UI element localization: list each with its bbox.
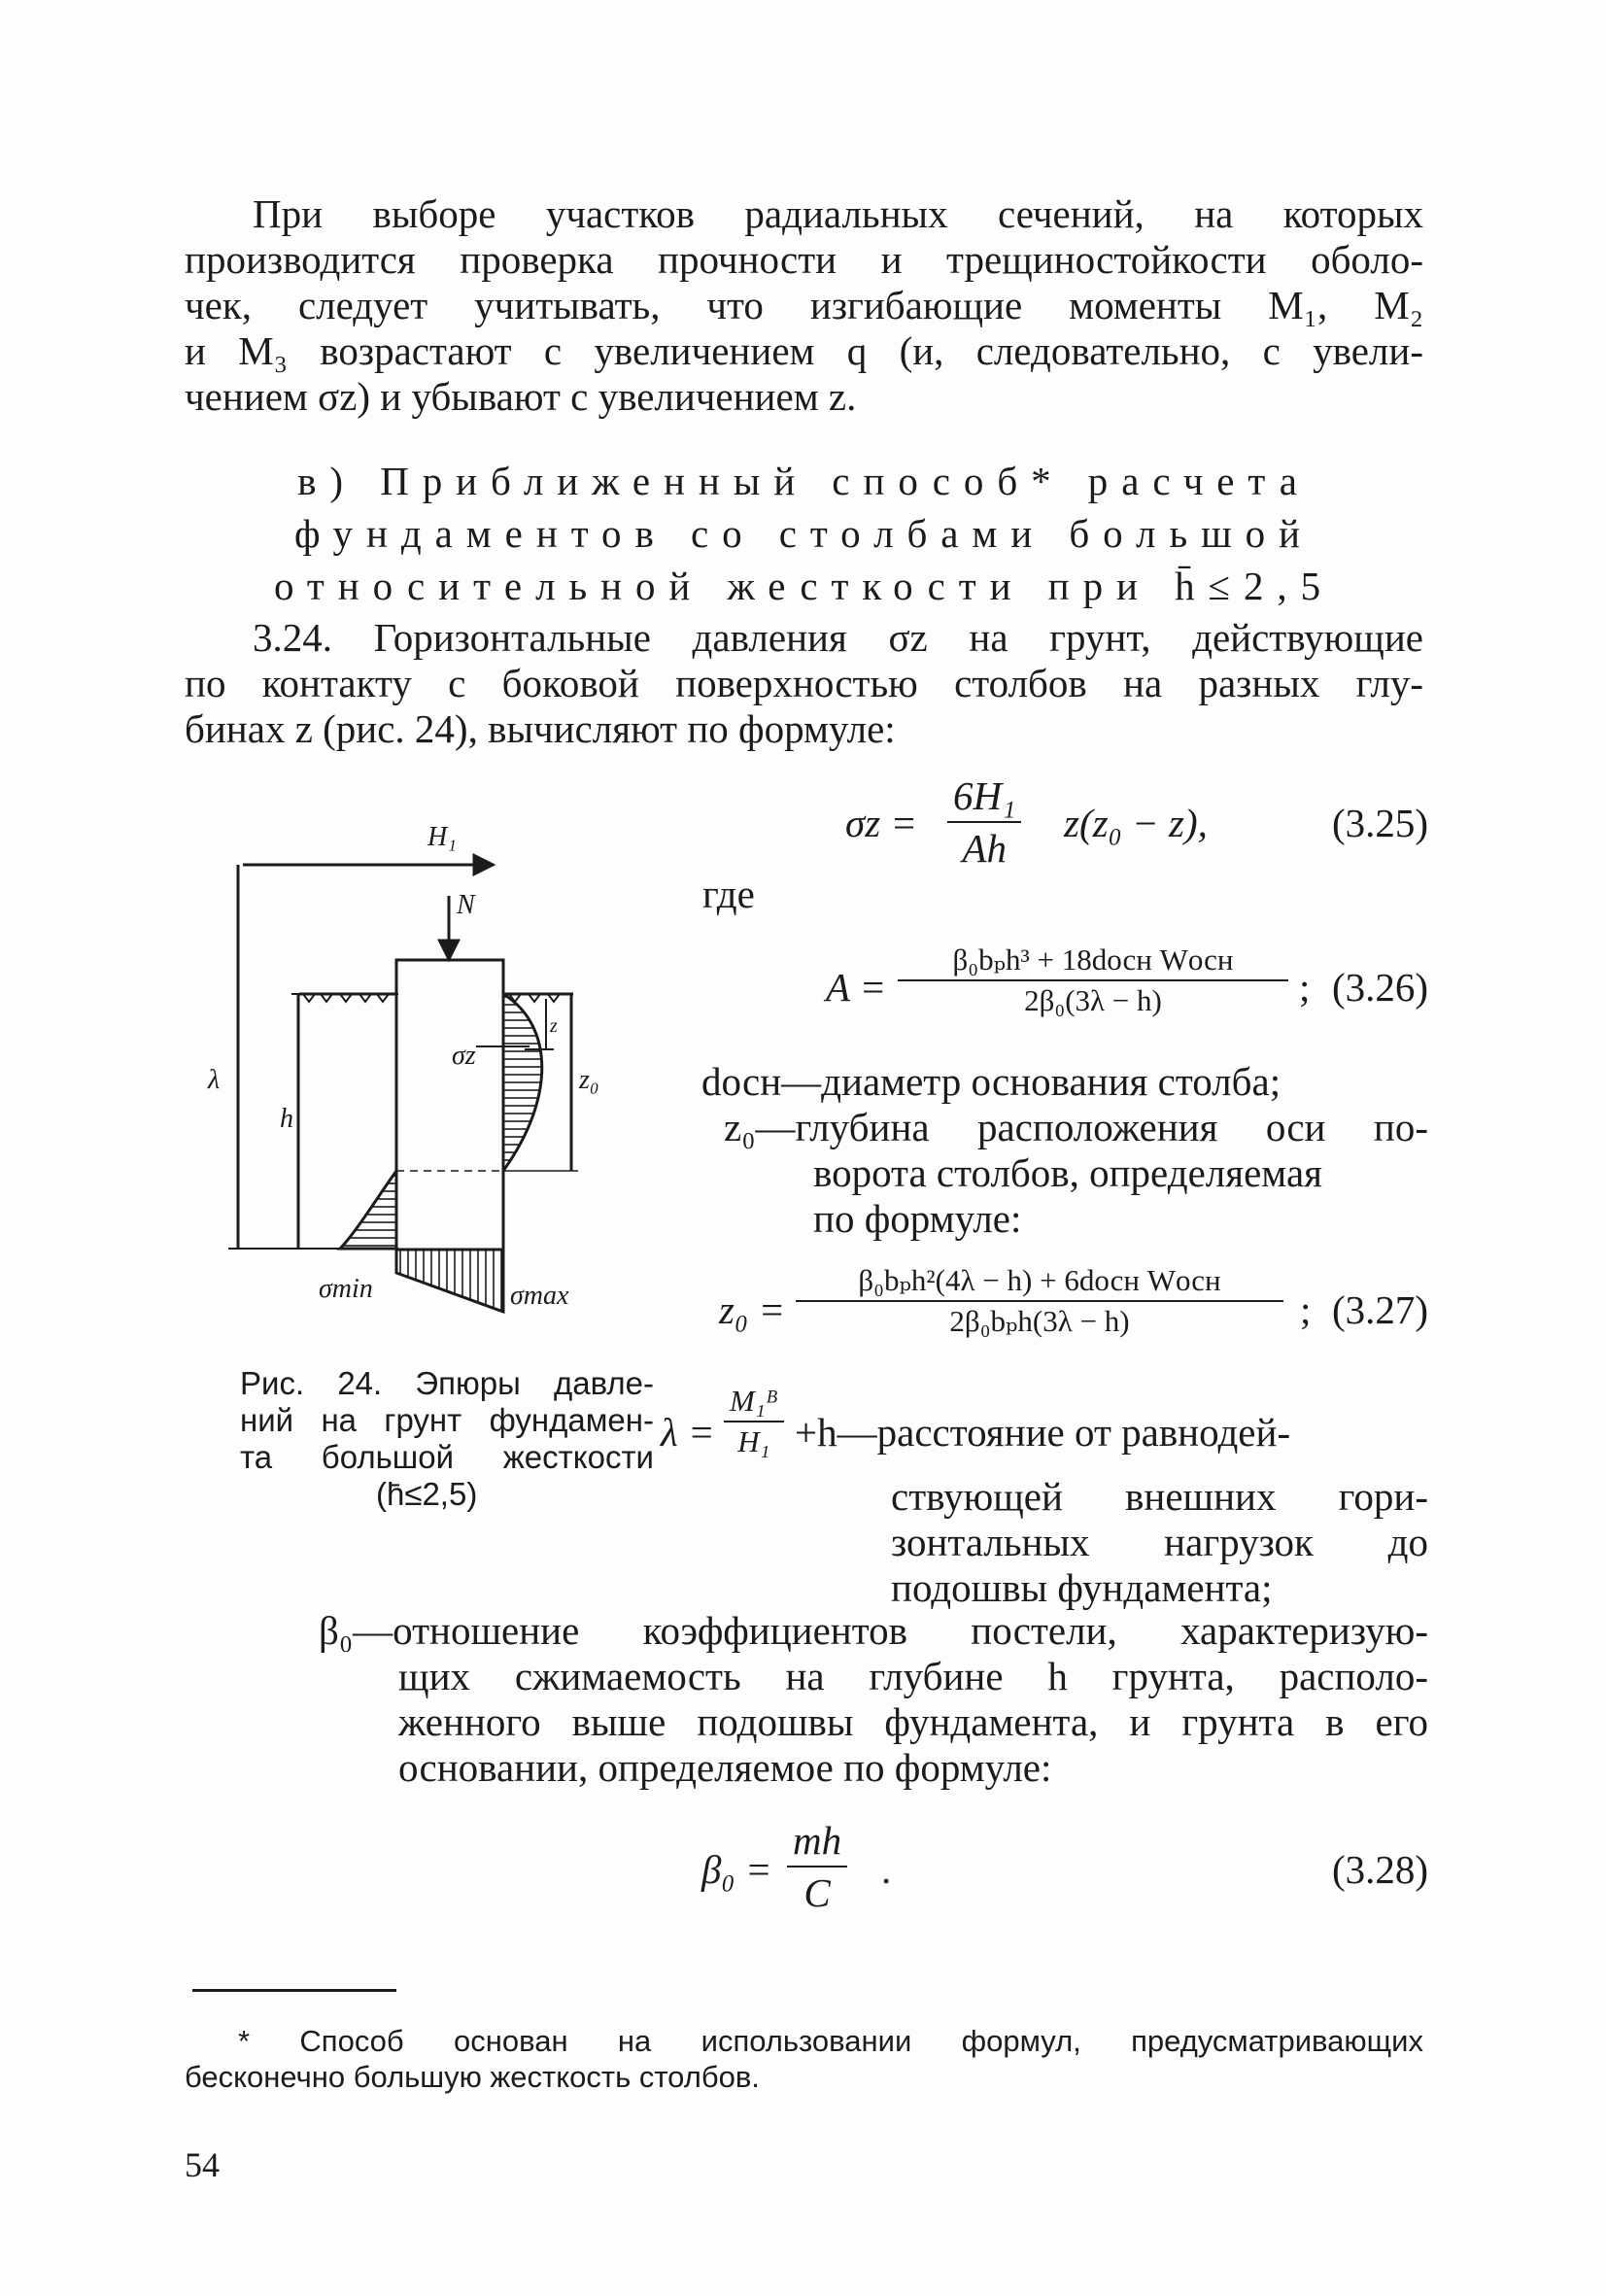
label-h1: H₁ — [427, 822, 457, 852]
label-h: h — [280, 1104, 293, 1134]
footnote-line: бесконечно большую жесткость столбов. — [185, 2060, 760, 2094]
label-sigma-min: σmin — [319, 1274, 373, 1304]
eq-fraction — [899, 942, 1287, 1018]
lambda-definition-continuation — [891, 1474, 1428, 1611]
definition-line: женного выше подошвы фундамента, и грунта в его — [398, 1699, 1428, 1744]
definition-line: ворота столбов, определяемая — [813, 1150, 1323, 1195]
lambda-text: +h—расстояние от равнодей- — [795, 1410, 1291, 1455]
beta-definition — [319, 1608, 1428, 1791]
figure-24-diagram — [194, 806, 612, 1331]
definition-z0 — [724, 1105, 1428, 1242]
intro-line: производится проверка прочности и трещиностойкости оболо- — [185, 237, 1423, 282]
pressure-diagram-upper — [503, 994, 542, 1171]
definition-line: по формуле: — [813, 1196, 1022, 1241]
eq-rhs: . — [881, 1847, 892, 1892]
eq-denominator: 2β₀(3λ − h) — [1024, 983, 1162, 1017]
pressure-diagram-lower — [340, 1171, 396, 1249]
lambda-definition — [661, 1380, 1428, 1477]
page-number: 54 — [185, 2145, 220, 2184]
paragraph-line: бинах z (рис. 24), вычисляют по формуле: — [185, 706, 896, 751]
eq-numerator: 6H₁ — [947, 772, 1021, 823]
definition-line: щих сжимаемость на глубине h грунта, располо- — [398, 1654, 1428, 1698]
eq-numerator: β₀bₚh²(4λ − h) + 6dосн Wосн — [796, 1263, 1283, 1302]
eq-rhs: ; — [1299, 965, 1311, 1010]
label-sigma-z: σz — [452, 1041, 476, 1071]
equation-number: (3.26) — [1331, 965, 1428, 1010]
caption-line: Рис. 24. Эпюры давле- — [240, 1365, 654, 1401]
intro-line: При выборе участков радиальных сечений, на которых — [253, 191, 1423, 236]
eq-lhs: z₀ = — [719, 1287, 786, 1332]
eq-rhs: ; — [1300, 1287, 1312, 1332]
eq-numerator: mh — [787, 1817, 847, 1868]
equation-3-26 — [826, 942, 1428, 1030]
paragraph-3-24 — [185, 615, 1423, 752]
definition-line: ствующей внешних гори- — [891, 1474, 1428, 1519]
heading-line: относительной жесткости при h̄≤2,5 — [273, 564, 1335, 608]
definition-d-osn: dосн—диаметр основания столба; — [701, 1059, 1281, 1104]
base-pressure-diagram — [396, 1250, 503, 1312]
figure-caption — [240, 1365, 654, 1513]
eq-fraction — [947, 772, 1021, 872]
eq-numerator: M₁ᴮ — [724, 1384, 784, 1422]
eq-denominator: C — [803, 1870, 831, 1915]
paragraph-line: по контакту с боковой поверхностью столбов на разных глу- — [185, 661, 1423, 705]
where-label: где — [702, 872, 755, 916]
eq-lhs: λ = — [661, 1410, 715, 1455]
eq-fraction — [787, 1817, 847, 1916]
foundation-column — [396, 960, 503, 1250]
caption-line: та большой жесткости — [240, 1439, 654, 1475]
definition-line: зонтальных нагрузок до — [891, 1520, 1428, 1564]
intro-paragraph — [185, 191, 1423, 420]
eq-lhs: σz = — [845, 801, 918, 845]
equation-3-28 — [701, 1817, 1428, 1914]
eq-fraction — [797, 1263, 1282, 1339]
heading-line: в) Приближенный способ* расчета — [297, 459, 1311, 503]
label-sigma-max: σmax — [510, 1281, 569, 1311]
footnote-rule — [192, 1989, 396, 1992]
footnote-line: * Способ основан на использовании формул, предусматривающих — [238, 2024, 1423, 2058]
definition-line: z₀—глубина расположения оси по- — [724, 1105, 1428, 1149]
footnote — [185, 2023, 1423, 2095]
equation-3-27 — [719, 1263, 1428, 1351]
label-z: z — [550, 1015, 558, 1037]
eq-numerator: β₀bₚh³ + 18dосн Wосн — [898, 942, 1288, 981]
paragraph-line: 3.24. Горизонтальные давления σz на грунт, действующие — [253, 615, 1423, 660]
eq-rhs: z(z₀ − z), — [1064, 801, 1208, 845]
intro-line: и M₃ возрастают с увеличением q (и, следовательно, с увели- — [185, 328, 1423, 373]
label-n: N — [457, 890, 475, 920]
eq-lhs: A = — [826, 965, 887, 1010]
eq-denominator: 2β₀bₚh(3λ − h) — [949, 1304, 1130, 1338]
section-heading — [185, 455, 1423, 612]
intro-line: чек, следует учитывать, что изгибающие моменты M₁, M₂ — [185, 283, 1423, 327]
eq-denominator: Ah — [962, 826, 1007, 871]
definition-line: подошвы фундамента; — [891, 1565, 1273, 1610]
equation-number: (3.28) — [1331, 1847, 1428, 1892]
equation-number: (3.25) — [1331, 801, 1428, 845]
equation-number: (3.27) — [1331, 1287, 1428, 1332]
intro-line: чением σz) и убывают с увеличением z. — [185, 374, 857, 419]
caption-line: (h̄≤2,5) — [376, 1476, 478, 1512]
heading-line: фундаментов со столбами большой — [294, 511, 1314, 556]
eq-denominator: H₁ — [737, 1424, 770, 1458]
definition-line: основании, определяемое по формуле: — [398, 1745, 1052, 1790]
label-lambda: λ — [208, 1065, 221, 1095]
eq-fraction — [724, 1384, 784, 1459]
caption-line: ний на грунт фундамен- — [240, 1402, 654, 1438]
definition-line: β₀—отношение коэффициентов постели, характеризую- — [319, 1608, 1428, 1653]
equation-3-25 — [845, 772, 1428, 870]
eq-lhs: β₀ = — [701, 1847, 772, 1892]
label-z0: z₀ — [579, 1065, 599, 1095]
